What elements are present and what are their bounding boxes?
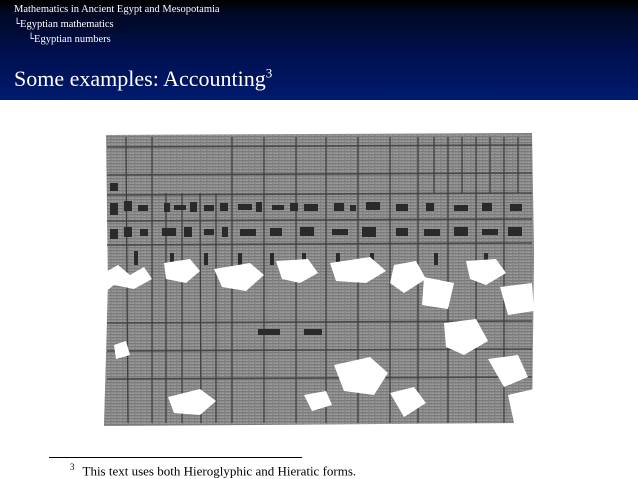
breadcrumb-level3-label: Egyptian numbers <box>34 34 111 45</box>
footnote-text: This text uses both Hieroglyphic and Hieratic forms. <box>82 463 357 479</box>
slide-title <box>14 66 272 92</box>
breadcrumb-level3[interactable] <box>28 33 111 46</box>
breadcrumb-level1[interactable] <box>14 3 220 16</box>
breadcrumb-level2-label: Egyptian mathematics <box>20 19 114 30</box>
tree-branch-icon: └ <box>14 19 21 30</box>
tree-branch-icon: └ <box>28 34 35 45</box>
papyrus-image <box>104 133 534 426</box>
footnote-number: 3 <box>70 462 75 472</box>
footnote <box>70 459 356 479</box>
slide-header <box>0 0 638 100</box>
breadcrumb-level2[interactable] <box>14 18 114 31</box>
breadcrumb-level1-label: Mathematics in Ancient Egypt and Mesopotamia <box>14 4 220 15</box>
slide-title-text: Some examples: Accounting <box>14 66 266 91</box>
footnote-marker: 3 <box>265 65 273 81</box>
footnote-rule <box>49 457 302 458</box>
